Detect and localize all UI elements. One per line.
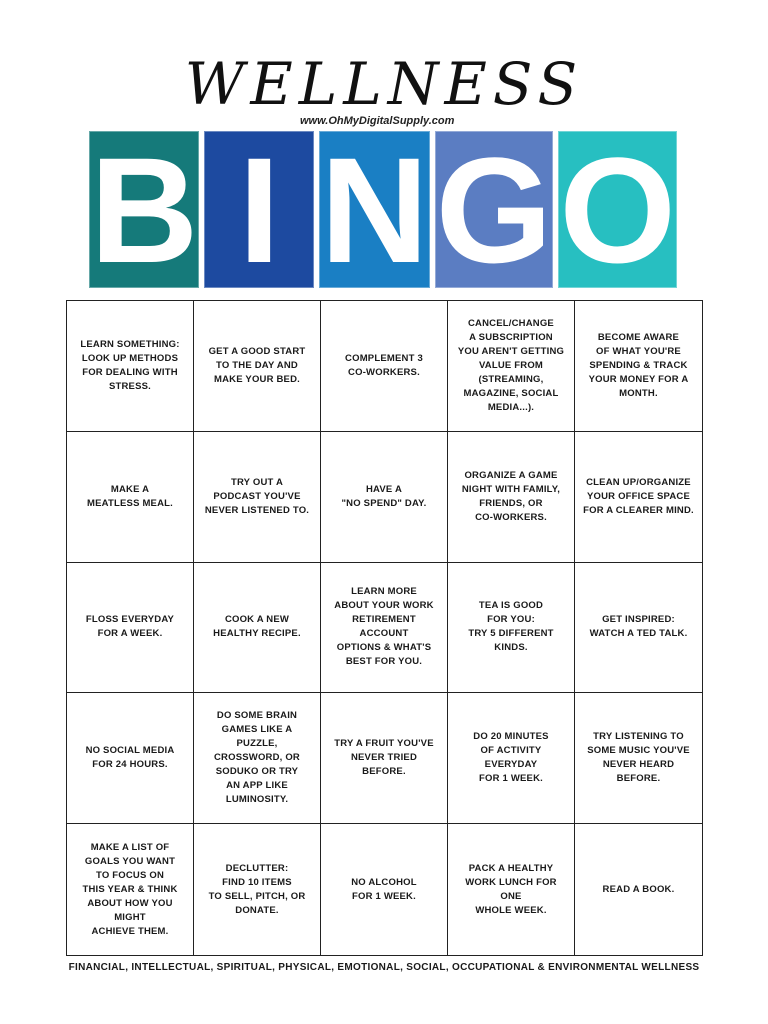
bingo-cell[interactable]: FLOSS EVERYDAY FOR A WEEK. bbox=[67, 563, 194, 694]
bingo-cell[interactable]: DO SOME BRAIN GAMES LIKE A PUZZLE, CROSSWORD, OR SODUKO OR TRY AN APP LIKE LUMINOSITY. bbox=[194, 693, 321, 824]
bingo-cell[interactable]: CANCEL/CHANGE A SUBSCRIPTION YOU AREN'T GETTING VALUE FROM (STREAMING, MAGAZINE, SOCIAL MEDIA...). bbox=[448, 301, 575, 432]
bingo-letter-b: B bbox=[90, 125, 199, 294]
bingo-cell[interactable]: TRY LISTENING TO SOME MUSIC YOU'VE NEVER HEARD BEFORE. bbox=[575, 693, 702, 824]
bingo-header bbox=[89, 125, 677, 294]
bingo-cell[interactable]: TEA IS GOOD FOR YOU: TRY 5 DIFFERENT KINDS. bbox=[448, 563, 575, 694]
wellness-script-title: WELLNESS bbox=[184, 50, 584, 118]
bingo-cell[interactable]: DECLUTTER: FIND 10 ITEMS TO SELL, PITCH, OR DONATE. bbox=[194, 824, 321, 955]
bingo-cell[interactable]: COMPLEMENT 3 CO-WORKERS. bbox=[321, 301, 448, 432]
bingo-cell[interactable]: NO SOCIAL MEDIA FOR 24 HOURS. bbox=[67, 693, 194, 824]
bingo-cell[interactable]: BECOME AWARE OF WHAT YOU'RE SPENDING & TRACK YOUR MONEY FOR A MONTH. bbox=[575, 301, 702, 432]
wellness-categories-footer: FINANCIAL, INTELLECTUAL, SPIRITUAL, PHYSICAL, EMOTIONAL, SOCIAL, OCCUPATIONAL & ENVIRONMENTAL WELLNESS bbox=[68, 962, 700, 973]
bingo-letter-g: G bbox=[435, 125, 553, 294]
bingo-cell[interactable]: GET INSPIRED: WATCH A TED TALK. bbox=[575, 563, 702, 694]
bingo-cell[interactable]: LEARN SOMETHING: LOOK UP METHODS FOR DEALING WITH STRESS. bbox=[67, 301, 194, 432]
bingo-cell[interactable]: ORGANIZE A GAME NIGHT WITH FAMILY, FRIENDS, OR CO-WORKERS. bbox=[448, 432, 575, 563]
bingo-cell[interactable]: MAKE A MEATLESS MEAL. bbox=[67, 432, 194, 563]
website-url: www.OhMyDigitalSupply.com bbox=[300, 115, 455, 127]
bingo-letter-o: O bbox=[559, 125, 676, 294]
bingo-cell[interactable]: HAVE A "NO SPEND" DAY. bbox=[321, 432, 448, 563]
bingo-cell[interactable]: READ A BOOK. bbox=[602, 883, 675, 895]
bingo-cell[interactable]: TRY A FRUIT YOU'VE NEVER TRIED BEFORE. bbox=[321, 693, 448, 824]
bingo-cell[interactable]: COOK A NEW HEALTHY RECIPE. bbox=[194, 563, 321, 694]
bingo-cell[interactable]: TRY OUT A PODCAST YOU'VE NEVER LISTENED TO. bbox=[194, 432, 321, 563]
bingo-cell[interactable]: DO 20 MINUTES OF ACTIVITY EVERYDAY FOR 1 WEEK. bbox=[448, 693, 575, 824]
bingo-cell[interactable]: PACK A HEALTHY WORK LUNCH FOR ONE WHOLE WEEK. bbox=[448, 824, 575, 955]
bingo-grid bbox=[66, 300, 703, 956]
bingo-letter-n: N bbox=[320, 125, 429, 294]
bingo-cell[interactable]: LEARN MORE ABOUT YOUR WORK RETIREMENT ACCOUNT OPTIONS & WHAT'S BEST FOR YOU. bbox=[321, 563, 448, 694]
bingo-letter-i: I bbox=[204, 131, 314, 288]
bingo-cell[interactable]: NO ALCOHOL FOR 1 WEEK. bbox=[321, 824, 448, 955]
bingo-cell[interactable]: MAKE A LIST OF GOALS YOU WANT TO FOCUS ON THIS YEAR & THINK ABOUT HOW YOU MIGHT ACHIEVE THEM. bbox=[67, 824, 194, 955]
bingo-cell[interactable]: GET A GOOD START TO THE DAY AND MAKE YOUR BED. bbox=[194, 301, 321, 432]
bingo-cell[interactable]: CLEAN UP/ORGANIZE YOUR OFFICE SPACE FOR A CLEARER MIND. bbox=[575, 432, 702, 563]
